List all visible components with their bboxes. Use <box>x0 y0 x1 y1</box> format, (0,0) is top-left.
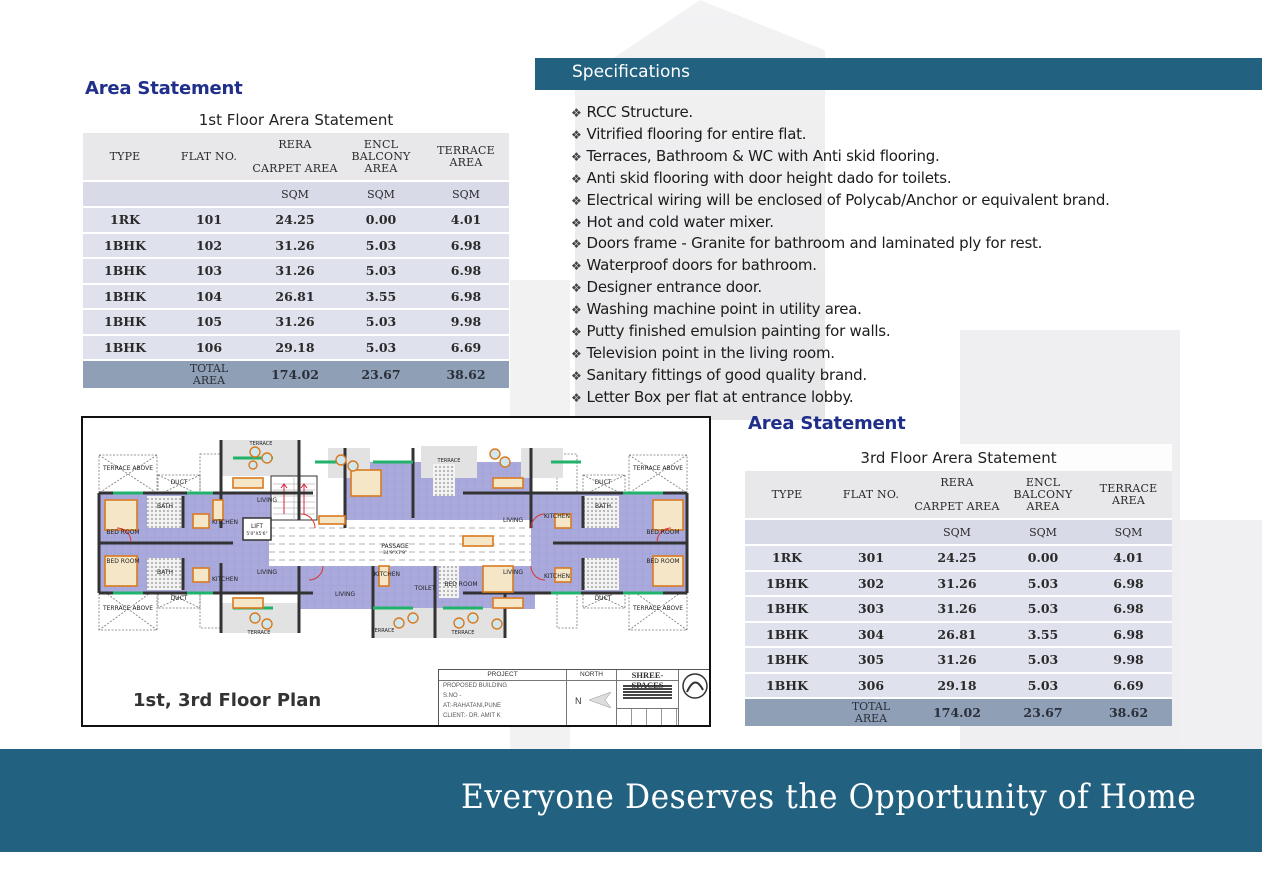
cell-type: 1BHK <box>83 335 167 361</box>
area-statement-heading-3: Area Statement <box>748 413 906 434</box>
diamond-bullet-icon: ❖ <box>571 346 582 361</box>
svg-text:LIFT: LIFT <box>250 523 264 530</box>
title-block-project: PROJECT PROPOSED BUILDING S.NO - AT:-RAHATANI,PUNE CLIENT:- DR. AMIT K <box>439 670 567 726</box>
cell-balcony: 5.03 <box>339 309 423 335</box>
svg-text:TERRACE ABOVE: TERRACE ABOVE <box>632 605 684 612</box>
area-table-3rd-floor <box>745 444 1172 726</box>
tagline-banner <box>0 749 1262 852</box>
cell-terrace: 6.98 <box>423 284 509 310</box>
cell-balcony: 3.55 <box>1001 622 1085 648</box>
svg-text:LIVING: LIVING <box>502 569 524 576</box>
diamond-bullet-icon: ❖ <box>571 171 582 186</box>
cell-flat: 102 <box>167 233 251 259</box>
cell-terrace: 6.69 <box>1085 673 1172 699</box>
cell-flat: 301 <box>829 545 913 571</box>
cell-type: 1BHK <box>83 309 167 335</box>
cell-type: 1BHK <box>83 258 167 284</box>
cell-carpet: 24.25 <box>913 545 1001 571</box>
svg-text:BED ROOM: BED ROOM <box>106 529 140 536</box>
cell-balcony: 5.03 <box>339 233 423 259</box>
table-row <box>83 309 509 335</box>
diamond-bullet-icon: ❖ <box>571 281 582 296</box>
area-table-1st-floor <box>83 106 509 388</box>
spec-item: ❖ Television point in the living room. <box>571 343 835 362</box>
svg-text:DUCT: DUCT <box>594 479 612 486</box>
unit-cell <box>829 519 913 545</box>
cell-type: 1BHK <box>83 284 167 310</box>
cell-flat: 101 <box>167 207 251 233</box>
cell-type: 1BHK <box>83 233 167 259</box>
cell-carpet: 29.18 <box>251 335 339 361</box>
svg-text:DUCT: DUCT <box>170 479 188 486</box>
cell-balcony: 5.03 <box>1001 673 1085 699</box>
table-row <box>83 258 509 284</box>
title-block-north: NORTH N <box>567 670 617 726</box>
floor-plan-panel <box>81 416 711 727</box>
diamond-bullet-icon: ❖ <box>571 193 582 208</box>
spec-item: ❖ Waterproof doors for bathroom. <box>571 256 817 275</box>
svg-text:KITCHEN: KITCHEN <box>212 576 238 583</box>
svg-text:KITCHEN: KITCHEN <box>544 573 570 580</box>
unit-cell: SQM <box>913 519 1001 545</box>
cell-carpet: 31.26 <box>913 647 1001 673</box>
svg-text:KITCHEN: KITCHEN <box>544 513 570 520</box>
col-header-terrace: TERRACE AREA <box>423 133 509 181</box>
svg-text:TERRACE ABOVE: TERRACE ABOVE <box>632 465 684 472</box>
table-row <box>745 622 1172 648</box>
table-row <box>745 571 1172 597</box>
cell-type: 1BHK <box>745 647 829 673</box>
cell-balcony: 5.03 <box>339 335 423 361</box>
col-header-encl-balcony: ENCL BALCONY AREA <box>1001 471 1085 519</box>
cell-terrace: 9.98 <box>423 309 509 335</box>
svg-text:TERRACE: TERRACE <box>249 441 273 447</box>
cell-balcony: 3.55 <box>339 284 423 310</box>
spec-item: ❖ Electrical wiring will be enclosed of Polycab/Anchor or equivalent brand. <box>571 190 1110 209</box>
cell-carpet: 29.18 <box>913 673 1001 699</box>
svg-text:LIVING: LIVING <box>334 591 356 598</box>
table-caption: 3rd Floor Arera Statement <box>745 444 1172 471</box>
svg-text:TERRACE: TERRACE <box>247 630 271 636</box>
svg-text:TERRACE: TERRACE <box>371 628 395 634</box>
cell-terrace: 4.01 <box>423 207 509 233</box>
cell-terrace: 6.98 <box>423 233 509 259</box>
svg-text:DUCT: DUCT <box>170 595 188 602</box>
spec-item: ❖ Sanitary fittings of good quality brand. <box>571 365 867 384</box>
spec-item: ❖ Washing machine point in utility area. <box>571 300 862 319</box>
svg-text:34'9"X7'9": 34'9"X7'9" <box>382 551 408 556</box>
cell-terrace: 6.98 <box>1085 622 1172 648</box>
spec-item: ❖ Vitrified flooring for entire flat. <box>571 124 807 143</box>
diamond-bullet-icon: ❖ <box>571 325 582 340</box>
cell-type: 1BHK <box>745 622 829 648</box>
unit-cell: SQM <box>1001 519 1085 545</box>
diamond-bullet-icon: ❖ <box>571 149 582 164</box>
table-row <box>83 284 509 310</box>
cell-balcony: 0.00 <box>1001 545 1085 571</box>
col-header-type: TYPE <box>745 471 829 519</box>
cell-type: 1BHK <box>745 596 829 622</box>
diamond-bullet-icon: ❖ <box>571 390 582 405</box>
svg-text:DUCT: DUCT <box>594 595 612 602</box>
cell-carpet: 31.26 <box>913 596 1001 622</box>
cell-flat: 304 <box>829 622 913 648</box>
col-header-terrace: TERRACE AREA <box>1085 471 1172 519</box>
total-row <box>745 698 1172 726</box>
col-header-type: TYPE <box>83 133 167 181</box>
svg-text:KITCHEN: KITCHEN <box>374 571 400 578</box>
svg-text:PASSAGE: PASSAGE <box>381 543 409 550</box>
cell-flat: 103 <box>167 258 251 284</box>
unit-cell <box>167 181 251 207</box>
diamond-bullet-icon: ❖ <box>571 237 582 252</box>
svg-text:BATH: BATH <box>157 569 173 576</box>
cell-balcony: 5.03 <box>1001 571 1085 597</box>
cell-type: 1BHK <box>745 571 829 597</box>
area-statement-heading-1: Area Statement <box>85 78 243 99</box>
col-header-flat-no: FLAT NO. <box>829 471 913 519</box>
cell-flat: 303 <box>829 596 913 622</box>
unit-cell <box>83 181 167 207</box>
total-terrace: 38.62 <box>1085 698 1172 726</box>
cell-carpet: 31.26 <box>251 258 339 284</box>
specifications-list <box>571 102 1110 409</box>
spec-item: ❖ RCC Structure. <box>571 103 693 121</box>
svg-text:KITCHEN: KITCHEN <box>212 519 238 526</box>
col-header-rera-carpet: RERA CARPET AREA <box>251 133 339 181</box>
svg-text:LIVING: LIVING <box>256 497 278 504</box>
cell-terrace: 6.98 <box>1085 571 1172 597</box>
north-arrow-icon: N <box>575 696 582 706</box>
svg-text:BATH: BATH <box>595 503 611 510</box>
table-row <box>745 545 1172 571</box>
cell-flat: 306 <box>829 673 913 699</box>
unit-cell: SQM <box>339 181 423 207</box>
table-row <box>83 335 509 361</box>
specifications-header <box>535 58 1262 90</box>
svg-text:BED ROOM: BED ROOM <box>106 558 140 565</box>
col-header-rera-carpet: RERA CARPET AREA <box>913 471 1001 519</box>
cell-balcony: 5.03 <box>1001 596 1085 622</box>
svg-text:TERRACE: TERRACE <box>437 458 461 464</box>
tagline-text: Everyone Deserves the Opportunity of Home <box>460 777 1196 817</box>
diamond-bullet-icon: ❖ <box>571 127 582 142</box>
background-building-far-right <box>1180 520 1262 750</box>
firm-logo-icon <box>679 670 711 706</box>
svg-text:TERRACE ABOVE: TERRACE ABOVE <box>102 605 154 612</box>
table-caption: 1st Floor Arera Statement <box>83 106 509 133</box>
total-balcony: 23.67 <box>1001 698 1085 726</box>
cell-carpet: 26.81 <box>251 284 339 310</box>
cell-type: 1RK <box>745 545 829 571</box>
svg-text:TERRACE ABOVE: TERRACE ABOVE <box>102 465 154 472</box>
spec-item: ❖ Hot and cold water mixer. <box>571 212 774 231</box>
cell-type: 1BHK <box>745 673 829 699</box>
cell-flat: 305 <box>829 647 913 673</box>
spec-item: ❖ Terraces, Bathroom & WC with Anti skid flooring. <box>571 146 940 165</box>
unit-cell <box>745 519 829 545</box>
spec-item: ❖ Doors frame - Granite for bathroom and laminated ply for rest. <box>571 234 1043 253</box>
svg-text:LIVING: LIVING <box>502 517 524 524</box>
cell-flat: 105 <box>167 309 251 335</box>
spec-item: ❖ Putty finished emulsion painting for walls. <box>571 322 891 341</box>
cell-balcony: 5.03 <box>1001 647 1085 673</box>
diamond-bullet-icon: ❖ <box>571 368 582 383</box>
total-carpet: 174.02 <box>251 360 339 388</box>
diamond-bullet-icon: ❖ <box>571 303 582 318</box>
total-terrace: 38.62 <box>423 360 509 388</box>
cell-balcony: 5.03 <box>339 258 423 284</box>
floor-plan-drawing <box>83 418 711 668</box>
table-row <box>745 596 1172 622</box>
svg-text:BED ROOM: BED ROOM <box>646 529 680 536</box>
unit-cell: SQM <box>251 181 339 207</box>
cell-flat: 104 <box>167 284 251 310</box>
cell-balcony: 0.00 <box>339 207 423 233</box>
cell-carpet: 31.26 <box>251 233 339 259</box>
total-label: TOTAL AREA <box>829 698 913 726</box>
svg-text:TOILET: TOILET <box>414 585 436 592</box>
compass-icon <box>589 692 611 708</box>
cell-terrace: 6.98 <box>423 258 509 284</box>
spec-item: ❖ Anti skid flooring with door height dado for toilets. <box>571 168 952 187</box>
table-row <box>745 647 1172 673</box>
cell-type: 1RK <box>83 207 167 233</box>
total-balcony: 23.67 <box>339 360 423 388</box>
svg-text:LIVING: LIVING <box>256 569 278 576</box>
total-row <box>83 360 509 388</box>
cell-flat: 106 <box>167 335 251 361</box>
floor-plan-title: 1st, 3rd Floor Plan <box>133 690 322 711</box>
specifications-title: Specifications <box>572 62 691 82</box>
col-header-flat-no: FLAT NO. <box>167 133 251 181</box>
cell-terrace: 4.01 <box>1085 545 1172 571</box>
col-header-encl-balcony: ENCL BALCONY AREA <box>339 133 423 181</box>
diamond-bullet-icon: ❖ <box>571 106 582 120</box>
total-empty-cell <box>745 698 829 726</box>
table-row <box>83 207 509 233</box>
total-label: TOTAL AREA <box>167 360 251 388</box>
svg-text:BED ROOM: BED ROOM <box>444 581 478 588</box>
diamond-bullet-icon: ❖ <box>571 215 582 230</box>
cell-flat: 302 <box>829 571 913 597</box>
unit-cell: SQM <box>1085 519 1172 545</box>
svg-text:BED ROOM: BED ROOM <box>646 558 680 565</box>
svg-text:BATH: BATH <box>157 503 173 510</box>
drawing-title-block <box>438 669 711 727</box>
table-row <box>745 673 1172 699</box>
cell-terrace: 6.69 <box>423 335 509 361</box>
cell-carpet: 26.81 <box>913 622 1001 648</box>
cell-carpet: 31.26 <box>251 309 339 335</box>
cell-carpet: 24.25 <box>251 207 339 233</box>
diamond-bullet-icon: ❖ <box>571 259 582 274</box>
title-block-firm: SHREE-SPACES <box>617 670 679 726</box>
cell-terrace: 6.98 <box>1085 596 1172 622</box>
svg-text:5'0"X5'6": 5'0"X5'6" <box>246 532 268 537</box>
unit-cell: SQM <box>423 181 509 207</box>
spec-item: ❖ Letter Box per flat at entrance lobby. <box>571 387 854 406</box>
spec-item: ❖ Designer entrance door. <box>571 278 762 297</box>
table-row <box>83 233 509 259</box>
cell-terrace: 9.98 <box>1085 647 1172 673</box>
cell-carpet: 31.26 <box>913 571 1001 597</box>
svg-text:TERRACE: TERRACE <box>451 630 475 636</box>
total-carpet: 174.02 <box>913 698 1001 726</box>
total-empty-cell <box>83 360 167 388</box>
